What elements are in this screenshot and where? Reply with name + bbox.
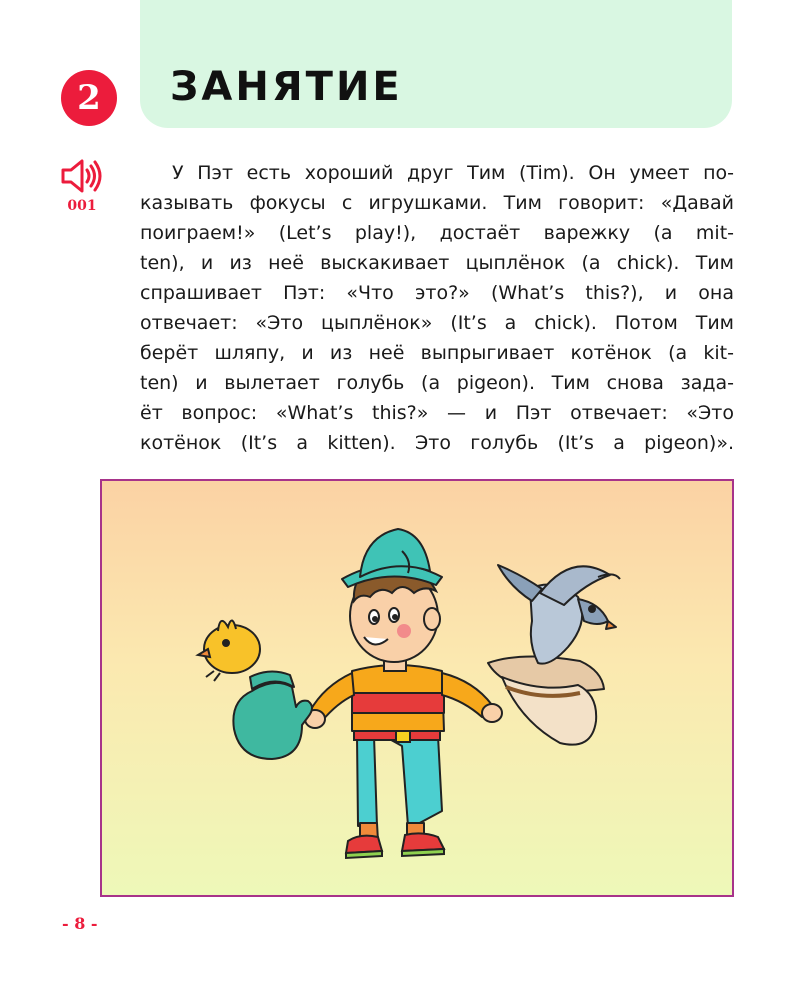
lesson-number-badge [61,70,117,126]
story-paragraph [140,158,734,458]
audio-track-code: 001 [67,198,97,214]
boy-ear [424,608,440,630]
story-line: У Пэт есть хороший друг Тим (Tim). Он умеет по- [172,162,734,184]
lesson-title: ЗАНЯТИЕ [170,64,403,110]
story-line: ten), и из неё выскакивает цыплёнок (a chick). Тим [140,252,734,274]
story-line: поиграем!» (Let’s play!), достаёт варежку (a mit- [140,222,734,244]
mitten [233,671,312,759]
boy-legs [357,736,442,841]
story-line: отвечает: «Это цыплёнок» (It’s a chick). Потом Тим [140,312,734,334]
page-number: - 8 - [62,914,98,933]
story-line: казывать фокусы с игрушками. Тим говорит: «Давай [140,192,734,214]
boy-sweater [310,665,492,731]
lesson-number: 2 [77,78,101,118]
story-line: котёнок (It’s a kitten). Это голубь (It’s a pigeon)». [140,432,734,454]
hat [488,656,604,744]
story-line: берёт шляпу, и из неё выпрыгивает котёнок (a kit- [140,342,734,364]
story-illustration [100,479,734,897]
chick [198,620,260,681]
story-line: ten) и вылетает голубь (a pigeon). Тим снова зада- [140,372,734,394]
story-line: спрашивает Пэт: «Что это?» (What’s this?), и она [140,282,734,304]
speaker-icon[interactable] [60,158,104,194]
boy-right-hand [482,704,502,722]
illustration-canvas [102,481,732,895]
pigeon [498,565,620,664]
boy-shoes [346,833,444,858]
story-line: ёт вопрос: «What’s this?» — и Пэт отвечает: «Это [140,402,734,424]
boy-cheek [397,624,411,638]
